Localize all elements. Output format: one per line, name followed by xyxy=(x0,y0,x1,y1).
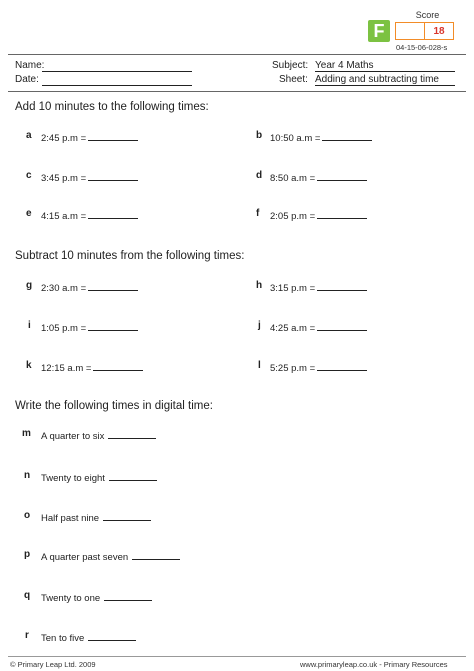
question-text: 8:50 a.m = xyxy=(270,173,316,184)
question-q xyxy=(41,591,152,604)
answer-blank[interactable] xyxy=(317,361,367,371)
question-letter: j xyxy=(258,320,261,331)
question-b xyxy=(270,131,372,144)
header-divider xyxy=(8,54,466,55)
sheet-value: Adding and subtracting time xyxy=(315,74,455,86)
question-text: 3:15 p.m = xyxy=(270,283,316,294)
answer-blank[interactable] xyxy=(317,281,367,291)
question-text: 1:05 p.m = xyxy=(41,323,87,334)
answer-blank[interactable] xyxy=(88,131,138,141)
name-label: Name: xyxy=(15,60,45,71)
sheet-label: Sheet: xyxy=(279,74,308,85)
question-letter: d xyxy=(256,170,263,181)
subject-value: Year 4 Maths xyxy=(315,60,455,72)
score-box-blank xyxy=(395,22,425,40)
question-text: Ten to five xyxy=(41,633,85,644)
question-m xyxy=(41,429,156,442)
answer-blank[interactable] xyxy=(103,511,151,521)
answer-blank[interactable] xyxy=(88,631,136,641)
question-d xyxy=(270,171,367,184)
question-g xyxy=(41,281,138,294)
question-letter: r xyxy=(25,630,29,641)
question-letter: q xyxy=(24,590,31,601)
question-n xyxy=(41,471,157,484)
answer-blank[interactable] xyxy=(108,429,156,439)
footer-divider xyxy=(8,656,466,657)
answer-blank[interactable] xyxy=(322,131,372,141)
question-o xyxy=(41,511,151,524)
answer-blank[interactable] xyxy=(88,171,138,181)
question-text: 5:25 p.m = xyxy=(270,363,316,374)
question-letter: l xyxy=(258,360,261,371)
section-subtract-title: Subtract 10 minutes from the following times: xyxy=(15,250,245,262)
answer-blank[interactable] xyxy=(88,209,138,219)
answer-blank[interactable] xyxy=(317,321,367,331)
question-e xyxy=(41,209,138,222)
section-add-title: Add 10 minutes to the following times: xyxy=(15,101,209,113)
section-digital-title: Write the following times in digital time: xyxy=(15,400,213,412)
date-line xyxy=(42,85,192,86)
question-text: 4:15 a.m = xyxy=(41,211,87,222)
question-letter: p xyxy=(24,549,31,560)
question-text: 4:25 a.m = xyxy=(270,323,316,334)
question-h xyxy=(270,281,367,294)
answer-blank[interactable] xyxy=(104,591,152,601)
answer-blank[interactable] xyxy=(88,281,138,291)
question-letter: c xyxy=(26,170,32,181)
footer-links xyxy=(300,660,448,669)
date-label: Date: xyxy=(15,74,39,85)
answer-blank[interactable] xyxy=(109,471,157,481)
sheet-code: 04-15-06-028-s xyxy=(396,43,448,52)
question-k xyxy=(41,361,143,374)
answer-blank[interactable] xyxy=(132,550,180,560)
question-text: A quarter to six xyxy=(41,431,105,442)
question-l xyxy=(270,361,367,374)
question-letter: b xyxy=(256,130,263,141)
question-text: 2:45 p.m = xyxy=(41,133,87,144)
question-text: Half past nine xyxy=(41,513,100,524)
question-text: 10:50 a.m = xyxy=(270,133,321,144)
score-label: Score xyxy=(415,10,440,20)
question-text: 2:05 p.m = xyxy=(270,211,316,222)
copyright: © Primary Leap Ltd. 2009 xyxy=(10,660,96,669)
question-text: Twenty to one xyxy=(41,593,101,604)
question-text: A quarter past seven xyxy=(41,552,129,563)
resources-label: Primary Resources xyxy=(383,660,448,669)
score-value: 18 xyxy=(424,22,454,40)
question-letter: n xyxy=(24,470,31,481)
name-line xyxy=(42,71,192,72)
question-letter: m xyxy=(22,428,31,439)
question-letter: i xyxy=(28,320,31,331)
info-divider xyxy=(8,91,466,92)
footer-separator: - xyxy=(379,660,382,669)
question-p xyxy=(41,550,180,563)
question-f xyxy=(270,209,367,222)
question-text: 3:45 p.m = xyxy=(41,173,87,184)
primary-leap-logo xyxy=(368,20,390,42)
question-r xyxy=(41,631,136,644)
question-letter: e xyxy=(26,208,32,219)
logo-letter: F xyxy=(373,21,385,41)
question-letter: a xyxy=(26,130,32,141)
question-text: 12:15 a.m = xyxy=(41,363,92,374)
question-j xyxy=(270,321,367,334)
question-c xyxy=(41,171,138,184)
question-text: Twenty to eight xyxy=(41,473,105,484)
question-letter: o xyxy=(24,510,31,521)
question-letter: g xyxy=(26,280,33,291)
site-link[interactable]: www.primaryleap.co.uk xyxy=(300,660,378,669)
question-letter: f xyxy=(256,208,260,219)
question-i xyxy=(41,321,138,334)
answer-blank[interactable] xyxy=(317,171,367,181)
answer-blank[interactable] xyxy=(88,321,138,331)
question-text: 2:30 a.m = xyxy=(41,283,87,294)
question-letter: k xyxy=(26,360,32,371)
subject-label: Subject: xyxy=(272,60,309,71)
question-letter: h xyxy=(256,280,263,291)
answer-blank[interactable] xyxy=(317,209,367,219)
question-a xyxy=(41,131,138,144)
answer-blank[interactable] xyxy=(93,361,143,371)
